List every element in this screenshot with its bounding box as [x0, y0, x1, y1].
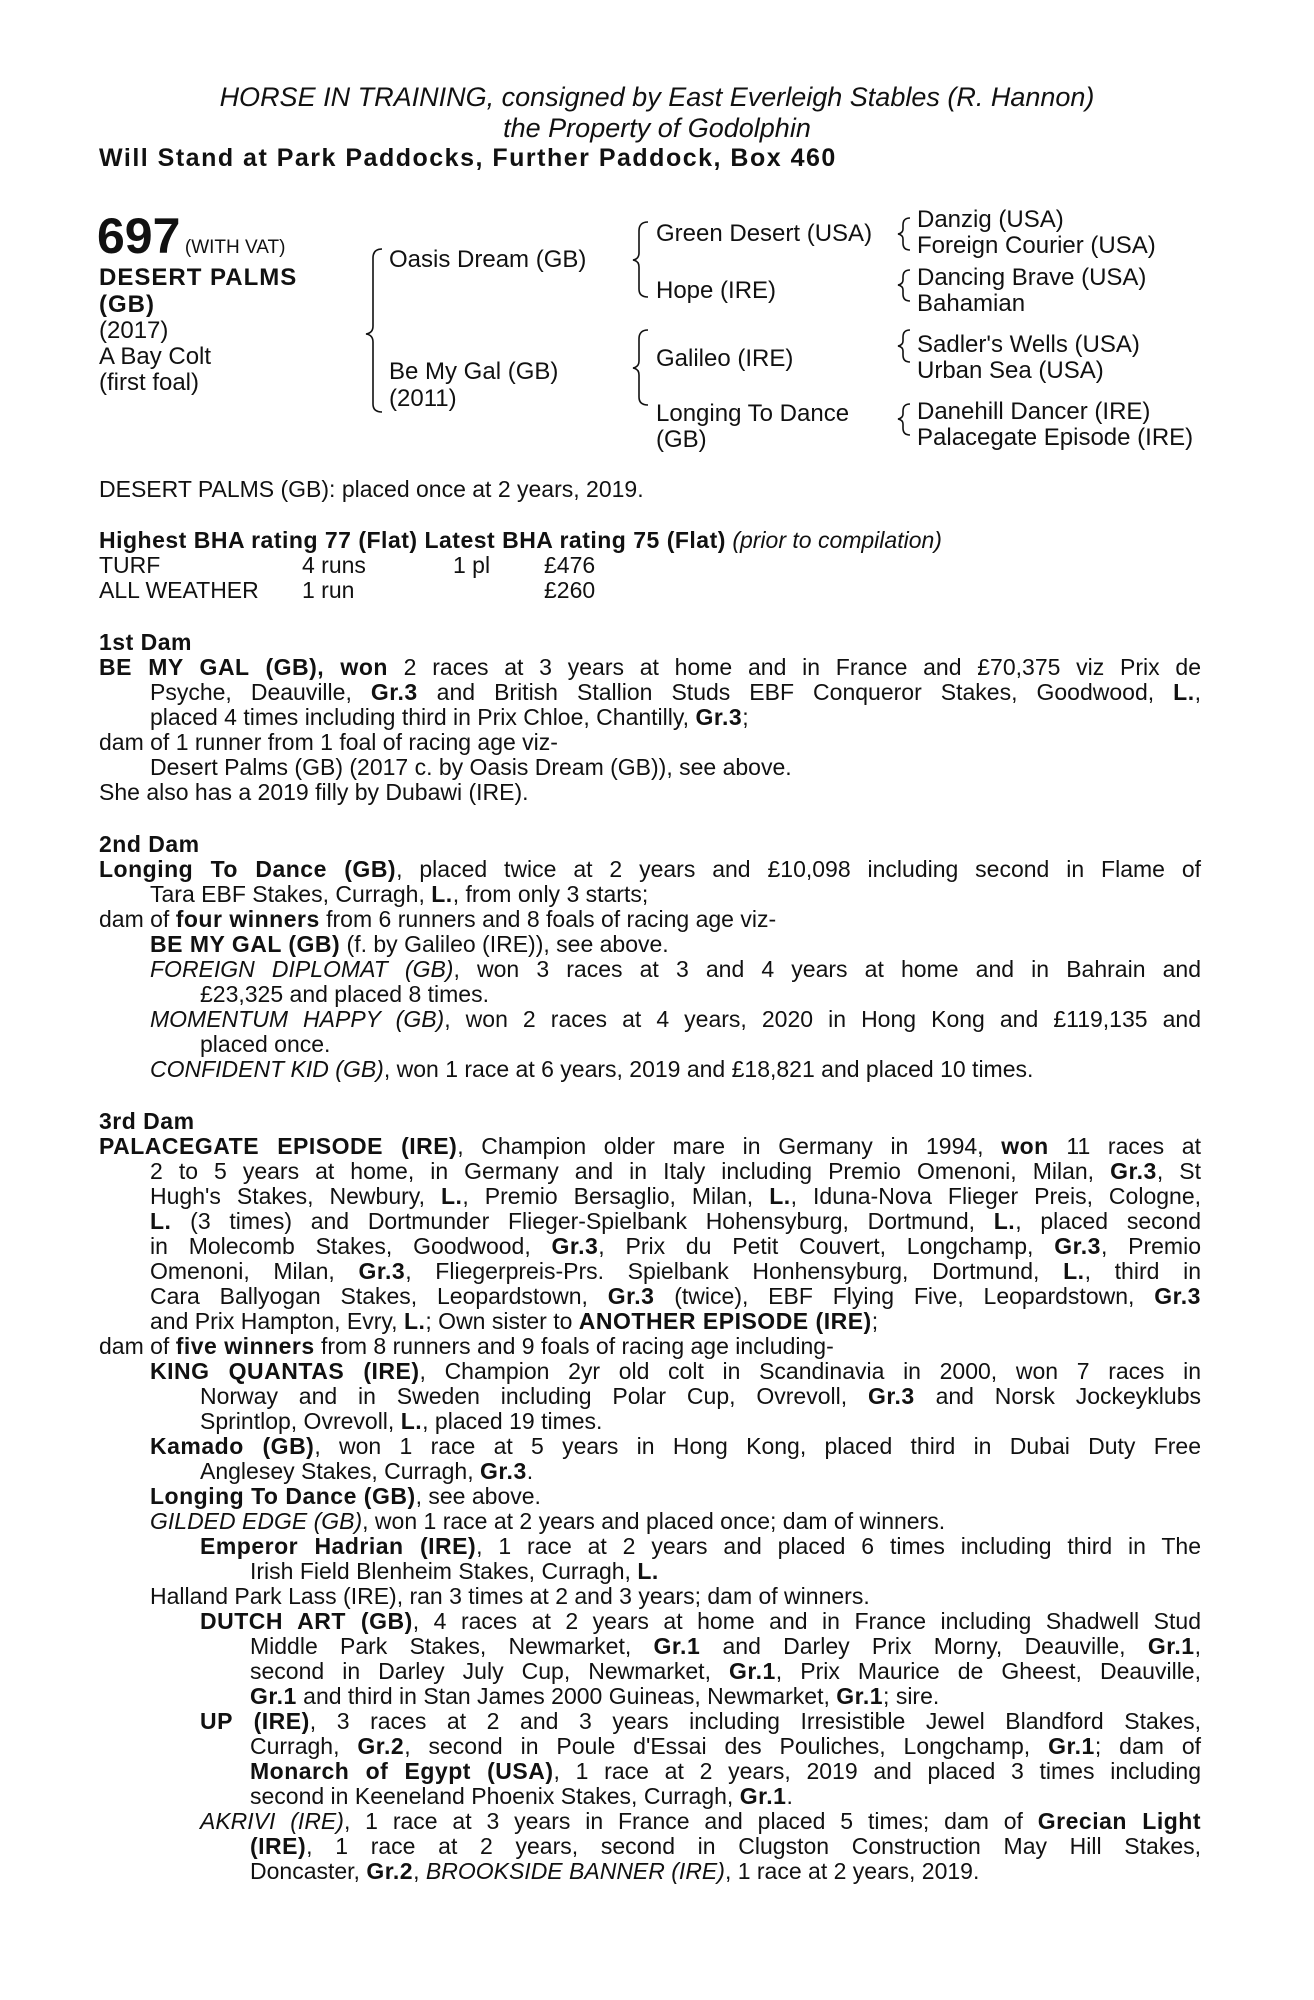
lot-number: 697 [97, 208, 181, 264]
aw-label: ALL WEATHER [99, 577, 259, 603]
paragraph-line: in Molecomb Stakes, Goodwood, Gr.3, Prix du Petit Couvert, Longchamp, Gr.3, Premio [150, 1233, 1201, 1259]
header-location: Will Stand at Park Paddocks, Further Paddock, Box 460 [99, 144, 837, 172]
paragraph-line: Middle Park Stakes, Newmarket, Gr.1 and Darley Prix Morny, Deauville, Gr.1, [250, 1633, 1201, 1659]
header-line-2: the Property of Godolphin [503, 113, 811, 143]
paragraph-line: Hugh's Stakes, Newbury, L., Premio Bersaglio, Milan, L., Iduna-Nova Flieger Preis, Cologne, [150, 1183, 1202, 1209]
turf-runs: 4 runs [302, 552, 366, 578]
dam-dam-sire: Danehill Dancer (IRE) [917, 398, 1151, 425]
turf-label: TURF [99, 552, 161, 578]
paragraph-line: and Prix Hampton, Evry, L.; Own sister to ANOTHER EPISODE (IRE); [150, 1308, 879, 1334]
dam-sire-dam: Urban Sea (USA) [917, 357, 1104, 384]
horse-origin: (GB) [99, 291, 155, 318]
paragraph-line: second in Keeneland Phoenix Stakes, Curragh, Gr.1. [250, 1783, 793, 1809]
sire: Oasis Dream (GB) [389, 246, 587, 273]
paragraph-line: Gr.1 and third in Stan James 2000 Guineas, Newmarket, Gr.1; sire. [250, 1683, 940, 1709]
paragraph-line: BE MY GAL (GB) (f. by Galileo (IRE)), see above. [150, 931, 669, 957]
sire-sire: Green Desert (USA) [656, 220, 873, 247]
paragraph-line: Longing To Dance (GB), placed twice at 2 years and £10,098 including second in Flame of [99, 856, 1201, 882]
horse-name: DESERT PALMS [99, 264, 298, 291]
dam-year: (2011) [389, 385, 457, 412]
paragraph-line: Desert Palms (GB) (2017 c. by Oasis Dream (GB)), see above. [150, 754, 792, 780]
dam-dam-origin: (GB) [656, 426, 707, 453]
paragraph-line: She also has a 2019 filly by Dubawi (IRE). [99, 779, 529, 805]
paragraph-line: AKRIVI (IRE), 1 race at 3 years in France and placed 5 times; dam of Grecian Light [200, 1808, 1201, 1834]
section-heading: 2nd Dam [99, 831, 200, 857]
paragraph-line: Anglesey Stakes, Curragh, Gr.3. [200, 1458, 534, 1484]
sire-sire-sire: Danzig (USA) [917, 206, 1064, 233]
paragraph-line: Longing To Dance (GB), see above. [150, 1483, 541, 1509]
turf-amount: £476 [544, 552, 596, 578]
section-heading: 1st Dam [99, 629, 192, 655]
header-line-1: HORSE IN TRAINING, consigned by East Everleigh Stables (R. Hannon) [219, 82, 1095, 112]
dam-sire: Galileo (IRE) [656, 345, 794, 372]
paragraph-line: 2 to 5 years at home, in Germany and in Italy including Premio Omenoni, Milan, Gr.3, St [150, 1158, 1201, 1184]
paragraph-line: GILDED EDGE (GB), won 1 race at 2 years and placed once; dam of winners. [150, 1508, 946, 1534]
horse-description: A Bay Colt [99, 343, 212, 370]
paragraph-line: Doncaster, Gr.2, BROOKSIDE BANNER (IRE), 1 race at 2 years, 2019. [250, 1858, 980, 1884]
sire-dam-dam: Bahamian [917, 290, 1026, 317]
paragraph-line: Emperor Hadrian (IRE), 1 race at 2 years and placed 6 times including third in The [200, 1533, 1201, 1559]
dam-dam-dam: Palacegate Episode (IRE) [917, 424, 1194, 451]
section-heading: 3rd Dam [99, 1108, 195, 1134]
paragraph-line: dam of four winners from 6 runners and 8 foals of racing age viz- [99, 906, 777, 932]
turf-placed: 1 pl [453, 552, 491, 578]
aw-amount: £260 [544, 577, 596, 603]
paragraph-line: Halland Park Lass (IRE), ran 3 times at 2 and 3 years; dam of winners. [150, 1583, 870, 1609]
sire-dam-sire: Dancing Brave (USA) [917, 264, 1147, 291]
paragraph-line: (IRE), 1 race at 2 years, second in Clugston Construction May Hill Stakes, [250, 1833, 1201, 1859]
horse-note: (first foal) [99, 369, 200, 396]
paragraph-line: UP (IRE), 3 races at 2 and 3 years including Irresistible Jewel Blandford Stakes, [200, 1708, 1202, 1734]
paragraph-line: L. (3 times) and Dortmunder Flieger-Spielbank Hohensyburg, Dortmund, L., placed second [150, 1208, 1201, 1234]
paragraph-line: PALACEGATE EPISODE (IRE), Champion older mare in Germany in 1994, won 11 races at [99, 1133, 1201, 1159]
paragraph-line: Curragh, Gr.2, second in Poule d'Essai des Pouliches, Longchamp, Gr.1; dam of [250, 1733, 1202, 1759]
dam-dam: Longing To Dance [656, 400, 850, 427]
paragraph-line: DUTCH ART (GB), 4 races at 2 years at home and in France including Shadwell Stud [200, 1608, 1201, 1634]
paragraph-line: dam of five winners from 8 runners and 9 foals of racing age including- [99, 1333, 834, 1359]
paragraph-line: BE MY GAL (GB), won 2 races at 3 years at home and in France and £70,375 viz Prix de [99, 654, 1201, 680]
paragraph-line: Psyche, Deauville, Gr.3 and British Stallion Studs EBF Conqueror Stakes, Goodwood, L., [150, 679, 1201, 705]
paragraph-line: CONFIDENT KID (GB), won 1 race at 6 years, 2019 and £18,821 and placed 10 times. [150, 1056, 1034, 1082]
bha-ratings: Highest BHA rating 77 (Flat) Latest BHA rating 75 (Flat) (prior to compilation) [99, 527, 942, 553]
paragraph-line: Omenoni, Milan, Gr.3, Fliegerpreis-Prs. Spielbank Honhensyburg, Dortmund, L., third in [150, 1258, 1201, 1284]
paragraph-line: Kamado (GB), won 1 race at 5 years in Hong Kong, placed third in Dubai Duty Free [150, 1433, 1201, 1459]
paragraph-line: Cara Ballyogan Stakes, Leopardstown, Gr.3 (twice), EBF Flying Five, Leopardstown, Gr.3 [150, 1283, 1201, 1309]
paragraph-line: Irish Field Blenheim Stakes, Curragh, L. [250, 1558, 659, 1584]
dam-sire-sire: Sadler's Wells (USA) [917, 331, 1140, 358]
paragraph-line: MOMENTUM HAPPY (GB), won 2 races at 4 years, 2020 in Hong Kong and £119,135 and [150, 1006, 1201, 1032]
paragraph-line: Norway and in Sweden including Polar Cup, Ovrevoll, Gr.3 and Norsk Jockeyklubs [200, 1383, 1201, 1409]
paragraph-line: FOREIGN DIPLOMAT (GB), won 3 races at 3 and 4 years at home and in Bahrain and [150, 956, 1201, 982]
paragraph-line: Monarch of Egypt (USA), 1 race at 2 years, 2019 and placed 3 times including [250, 1758, 1201, 1784]
sire-sire-dam: Foreign Courier (USA) [917, 232, 1156, 259]
paragraph-line: placed once. [200, 1031, 331, 1057]
sire-dam: Hope (IRE) [656, 277, 777, 304]
horse-year: (2017) [99, 317, 169, 344]
aw-runs: 1 run [302, 577, 355, 603]
paragraph-line: second in Darley July Cup, Newmarket, Gr.1, Prix Maurice de Gheest, Deauville, [250, 1658, 1201, 1684]
paragraph-line: £23,325 and placed 8 times. [200, 981, 489, 1007]
paragraph-line: dam of 1 runner from 1 foal of racing age viz- [99, 729, 558, 755]
paragraph-line: placed 4 times including third in Prix Chloe, Chantilly, Gr.3; [150, 704, 749, 730]
paragraph-line: KING QUANTAS (IRE), Champion 2yr old colt in Scandinavia in 2000, won 7 races in [150, 1358, 1202, 1384]
paragraph-line: Tara EBF Stakes, Curragh, L., from only 3 starts; [150, 881, 649, 907]
paragraph-line: Sprintlop, Ovrevoll, L., placed 19 times. [200, 1408, 603, 1434]
racing-summary: DESERT PALMS (GB): placed once at 2 years, 2019. [99, 476, 644, 502]
dam: Be My Gal (GB) [389, 358, 559, 385]
vat-note: (WITH VAT) [184, 237, 286, 258]
